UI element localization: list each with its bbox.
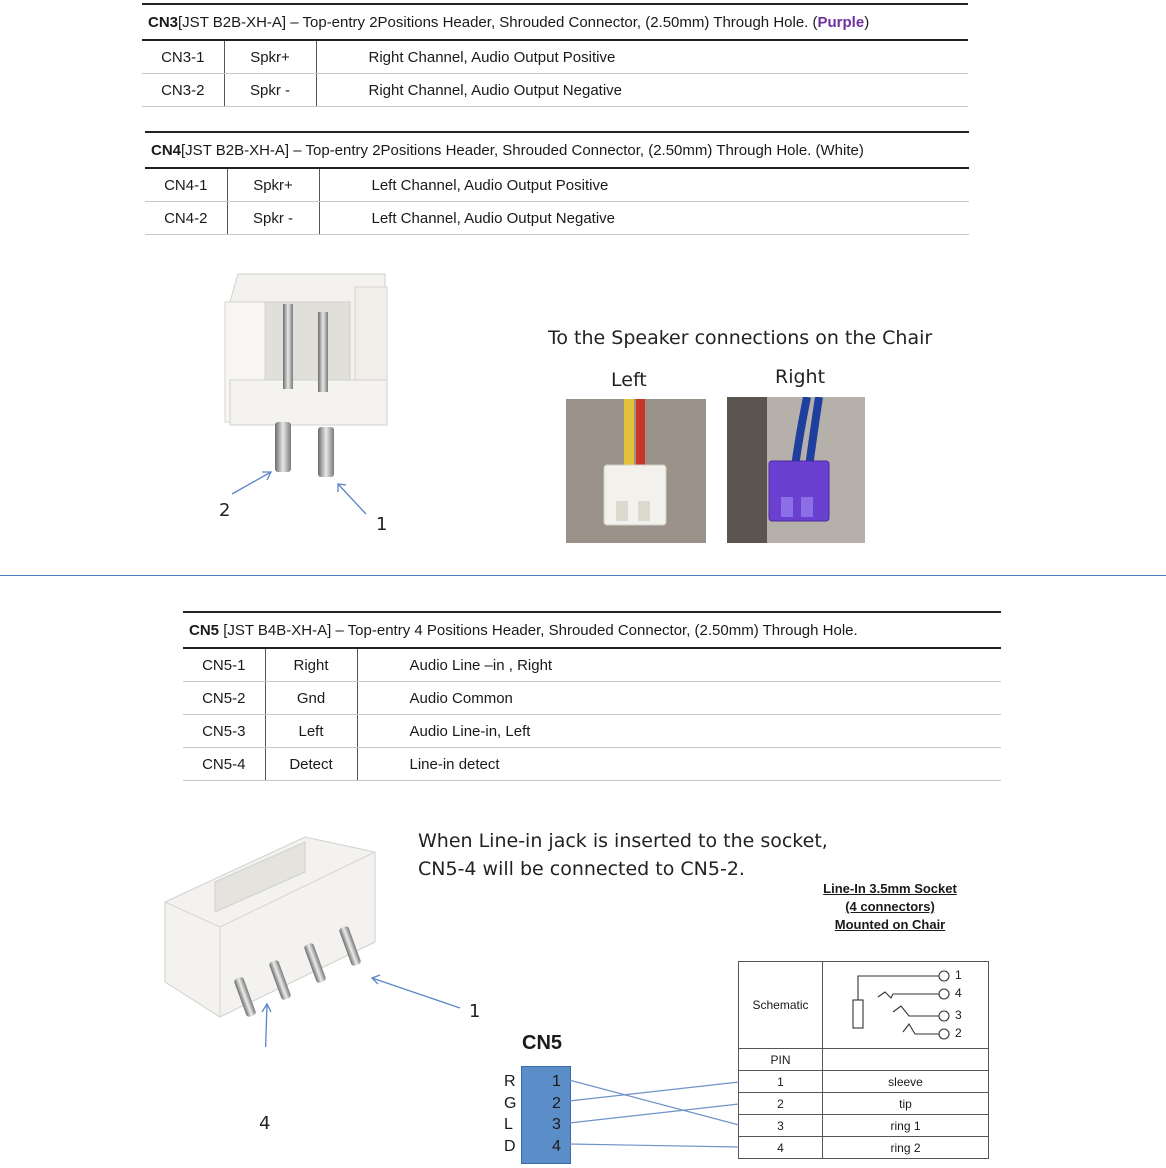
pin-4-label-cn5: 4 [259, 1113, 271, 1134]
cn5-num-1: 1 [552, 1073, 561, 1090]
schematic-pin-2: 2 [955, 1026, 962, 1040]
wire-g-to-sleeve [569, 1082, 739, 1101]
wire-d-to-ring2 [569, 1144, 739, 1147]
left-label: Left [611, 369, 647, 391]
pin-2-label: 2 [219, 500, 231, 521]
signal-cell: Spkr+ [227, 168, 319, 202]
socket-pin: 2 [739, 1093, 823, 1115]
schematic-pin-3: 3 [955, 1008, 962, 1022]
pin-cell: CN5-2 [183, 682, 265, 715]
pin-cell: CN3-2 [142, 74, 224, 107]
pin-1-label: 1 [376, 514, 388, 535]
socket-pin-name: ring 2 [823, 1137, 989, 1159]
schematic-label: Schematic [739, 962, 823, 1049]
pin-cell: CN5-3 [183, 715, 265, 748]
function-cell: Line-in detect [357, 748, 1001, 781]
pin-cell: CN4-2 [145, 202, 227, 235]
pin-1-label-cn5: 1 [469, 1001, 481, 1022]
pin-cell: CN4-1 [145, 168, 227, 202]
wire-r-to-ring1 [569, 1080, 739, 1125]
cn5-letter-d: D [504, 1137, 516, 1155]
function-cell: Audio Line-in, Left [357, 715, 1001, 748]
signal-cell: Spkr+ [224, 40, 316, 74]
pin-cell: CN5-1 [183, 648, 265, 682]
cn5-letter-g: G [504, 1094, 517, 1112]
cn5-num-3: 3 [552, 1116, 561, 1133]
socket-title-3: Mounted on Chair [834, 917, 946, 932]
signal-cell: Right [265, 648, 357, 682]
pin-cell: CN5-4 [183, 748, 265, 781]
signal-cell: Gnd [265, 682, 357, 715]
note-line-2: CN5-4 will be connected to CN5-2. [418, 858, 745, 880]
socket-title-2: (4 connectors) [845, 899, 935, 914]
function-cell: Audio Line –in , Right [357, 648, 1001, 682]
cn4-desc: [JST B2B-XH-A] – Top-entry 2Positions Header, Shrouded Connector, (2.50mm) Through Hole. (White) [181, 141, 864, 159]
cn4-id: CN4 [151, 141, 182, 159]
cn3-color: Purple [817, 13, 865, 31]
cn5-letter-r: R [504, 1073, 516, 1090]
signal-cell: Spkr - [227, 202, 319, 235]
pin-header: PIN [739, 1049, 823, 1071]
wire-l-to-tip [569, 1104, 739, 1123]
cn3-desc-end: ) [864, 13, 870, 31]
socket-title-1: Line-In 3.5mm Socket [823, 881, 957, 896]
function-cell: Right Channel, Audio Output Negative [316, 74, 968, 107]
cn5-num-4: 4 [552, 1137, 561, 1155]
signal-cell: Spkr - [224, 74, 316, 107]
cn5-block-title: CN5 [522, 1032, 563, 1054]
note-line-1: When Line-in jack is inserted to the socket, [418, 830, 828, 852]
signal-cell: Detect [265, 748, 357, 781]
socket-pin-name: ring 1 [823, 1115, 989, 1137]
cn5-id: CN5 [189, 621, 220, 639]
socket-pin-name: tip [823, 1093, 989, 1115]
function-cell: Left Channel, Audio Output Negative [319, 202, 969, 235]
socket-pin: 3 [739, 1115, 823, 1137]
speaker-caption: To the Speaker connections on the Chair [548, 327, 933, 349]
function-cell: Right Channel, Audio Output Positive [316, 40, 968, 74]
cn5-letter-l: L [504, 1116, 513, 1133]
pin-cell: CN3-1 [142, 40, 224, 74]
right-label: Right [775, 366, 826, 388]
function-cell: Left Channel, Audio Output Positive [319, 168, 969, 202]
cn5-num-2: 2 [552, 1094, 561, 1112]
socket-pin-name: sleeve [823, 1071, 989, 1093]
cn3-desc: [JST B2B-XH-A] – Top-entry 2Positions Header, Shrouded Connector, (2.50mm) Through Hole. ( [178, 13, 818, 31]
cn3-id: CN3 [148, 13, 179, 31]
socket-pin: 4 [739, 1137, 823, 1159]
schematic-pin-1: 1 [955, 968, 962, 982]
cn5-desc: [JST B4B-XH-A] – Top-entry 4 Positions Header, Shrouded Connector, (2.50mm) Through Hole. [223, 621, 858, 639]
signal-cell: Left [265, 715, 357, 748]
schematic-pin-4: 4 [955, 986, 962, 1000]
function-cell: Audio Common [357, 682, 1001, 715]
socket-pin: 1 [739, 1071, 823, 1093]
